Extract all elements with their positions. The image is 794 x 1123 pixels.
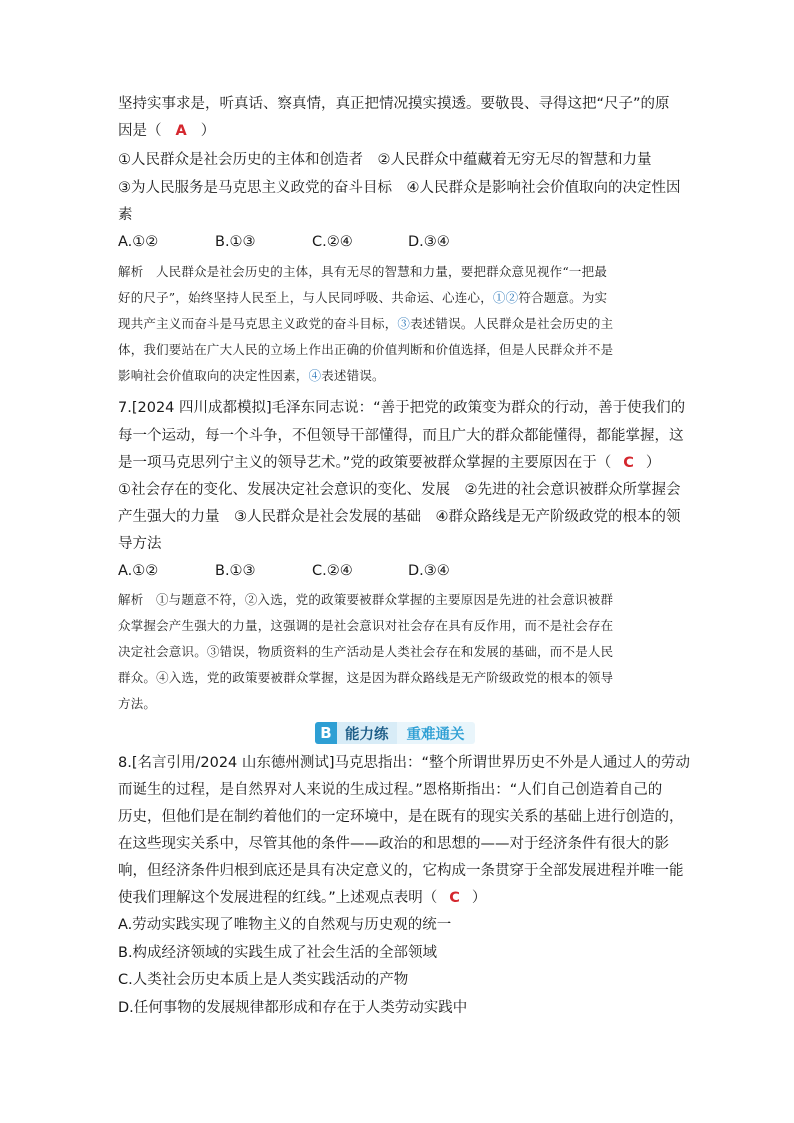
q7-statement-1: ①社会存在的变化、发展决定社会意识的变化、发展 ②先进的社会意识被群众所掌握会 xyxy=(118,482,681,498)
q7-explanation-line-2: 众掌握会产生强大的力量，这强调的是社会意识对社会存在具有反作用，而不是社会存在 xyxy=(118,618,614,633)
q7-option-d: D.③④ xyxy=(408,563,450,579)
q7-explanation-text: ①与题意不符，②入选，党的政策要被群众掌握的主要原因是先进的社会意识被群 xyxy=(155,592,614,607)
q8-option-c: C.人类社会历史本质上是人类实践活动的产物 xyxy=(118,972,409,988)
q6-explanation-highlight: ③ xyxy=(397,316,411,331)
q7-option-b: B.①③ xyxy=(215,563,256,579)
section-subtitle: 重难通关 xyxy=(397,722,475,744)
q7-answer: C xyxy=(623,455,634,471)
q6-stem-line-2 xyxy=(118,121,678,141)
q6-statement-2: ③为人民服务是马克思主义政党的奋斗目标 ④人民群众是影响社会价值取向的决定性因 xyxy=(118,180,681,196)
q7-explanation-line-3: 决定社会意识。③错误，物质资料的生产活动是人类社会存在和发展的基础，而不是人民 xyxy=(118,644,614,659)
section-title: 能力练 xyxy=(337,722,397,744)
q7-statement-2: 产生强大的力量 ③人民群众是社会发展的基础 ④群众路线是无产阶级政党的根本的领 xyxy=(118,509,681,525)
q6-option-b: B.①③ xyxy=(215,234,256,250)
q6-explanation-text: 影响社会价值取向的决定性因素， xyxy=(118,368,309,383)
q8-stem-line-2: 而诞生的过程，是自然界对人来说的生成过程。”恩格斯指出：“人们自己创造着自己的 xyxy=(118,782,663,798)
q7-stem-text: 是一项马克思列宁主义的领导艺术。”党的政策要被群众掌握的主要原因在于（ xyxy=(118,455,612,471)
q7-explanation-line-1 xyxy=(118,590,678,610)
section-badge xyxy=(315,722,475,744)
q6-stem-line-1: 坚持实事求是，听真话、察真情，真正把情况摸实摸透。要敬畏、寻得这把“尺子”的原 xyxy=(118,96,670,112)
q6-explanation-label: 解析 xyxy=(118,264,144,279)
q6-explanation-text: 表述错误。 xyxy=(321,368,385,383)
q6-explanation-text: 现共产主义而奋斗是马克思主义政党的奋斗目标， xyxy=(118,316,398,331)
q6-explanation-highlight: ①② xyxy=(492,290,519,305)
q6-statement-1: ①人民群众是社会历史的主体和创造者 ②人民群众中蕴藏着无穷无尽的智慧和力量 xyxy=(118,152,652,168)
section-letter: B xyxy=(315,722,337,744)
q7-stem-close: ） xyxy=(645,455,661,471)
q8-stem-close: ） xyxy=(471,890,487,906)
q6-explanation-text: 好的尺子”，始终坚持人民至上，与人民同呼吸、共命运、心连心， xyxy=(118,290,493,305)
q7-explanation-label: 解析 xyxy=(118,592,144,607)
q6-explanation-line-3 xyxy=(118,314,678,334)
q6-option-c: C.②④ xyxy=(312,234,353,250)
q8-option-b: B.构成经济领域的实践生成了社会生活的全部领域 xyxy=(118,945,438,961)
q6-explanation-highlight: ④ xyxy=(308,368,322,383)
q6-explanation-text: 符合题意。为实 xyxy=(518,290,608,305)
q6-explanation-line-2 xyxy=(118,288,678,308)
q8-stem-line-5: 响，但经济条件归根到底还是具有决定意义的，它构成一条贯穿于全部发展进程并唯一能 xyxy=(118,863,684,879)
q8-stem-line-3: 历史，但他们是在制约着他们的一定环境中，是在既有的现实关系的基础上进行创造的， xyxy=(118,809,684,825)
q7-stem-line-2: 每一个运动，每一个斗争，不但领导干部懂得，而且广大的群众都能懂得，都能掌握，这 xyxy=(118,428,684,444)
q6-stem-text: 因是（ xyxy=(118,123,162,139)
q8-answer: C xyxy=(449,890,460,906)
q8-stem-line-1: 8.[名言引用/2024 山东德州测试]马克思指出：“整个所谓世界历史不外是人通过人的劳动 xyxy=(118,755,691,771)
q7-explanation-line-4: 群众。④入选，党的政策要被群众掌握，这是因为群众路线是无产阶级政党的根本的领导 xyxy=(118,670,614,685)
q7-option-a: A.①② xyxy=(118,563,159,579)
q8-option-a: A.劳动实践实现了唯物主义的自然观与历史观的统一 xyxy=(118,917,452,933)
q6-explanation-text: 人民群众是社会历史的主体，具有无尽的智慧和力量，要把群众意见视作“一把最 xyxy=(155,264,608,279)
q8-stem-text: 使我们理解这个发展进程的红线。”上述观点表明（ xyxy=(118,890,438,906)
q6-statement-3: 素 xyxy=(118,207,133,223)
q8-option-d: D.任何事物的发展规律都形成和存在于人类劳动实践中 xyxy=(118,1000,468,1016)
q7-stem-line-3 xyxy=(118,453,678,473)
q6-explanation-line-1 xyxy=(118,262,678,282)
q8-stem-line-4: 在这些现实关系中，尽管其他的条件——政治的和思想的——对于经济条件有很大的影 xyxy=(118,836,669,852)
q6-explanation-line-5 xyxy=(118,366,678,386)
q6-answer: A xyxy=(175,123,187,139)
q6-explanation-line-4: 体，我们要站在广大人民的立场上作出正确的价值判断和价值选择，但是人民群众并不是 xyxy=(118,342,614,357)
q7-explanation-line-5: 方法。 xyxy=(118,696,157,711)
q6-explanation-text: 表述错误。人民群众是社会历史的主 xyxy=(410,316,614,331)
q7-option-c: C.②④ xyxy=(312,563,353,579)
q6-option-d: D.③④ xyxy=(408,234,450,250)
q7-stem-line-1: 7.[2024 四川成都模拟]毛泽东同志说：“善于把党的政策变为群众的行动，善于使我们的 xyxy=(118,400,686,416)
q6-stem-close: ） xyxy=(200,123,216,139)
q6-option-a: A.①② xyxy=(118,234,159,250)
q8-stem-line-6 xyxy=(118,888,678,908)
q7-statement-3: 导方法 xyxy=(118,536,162,552)
